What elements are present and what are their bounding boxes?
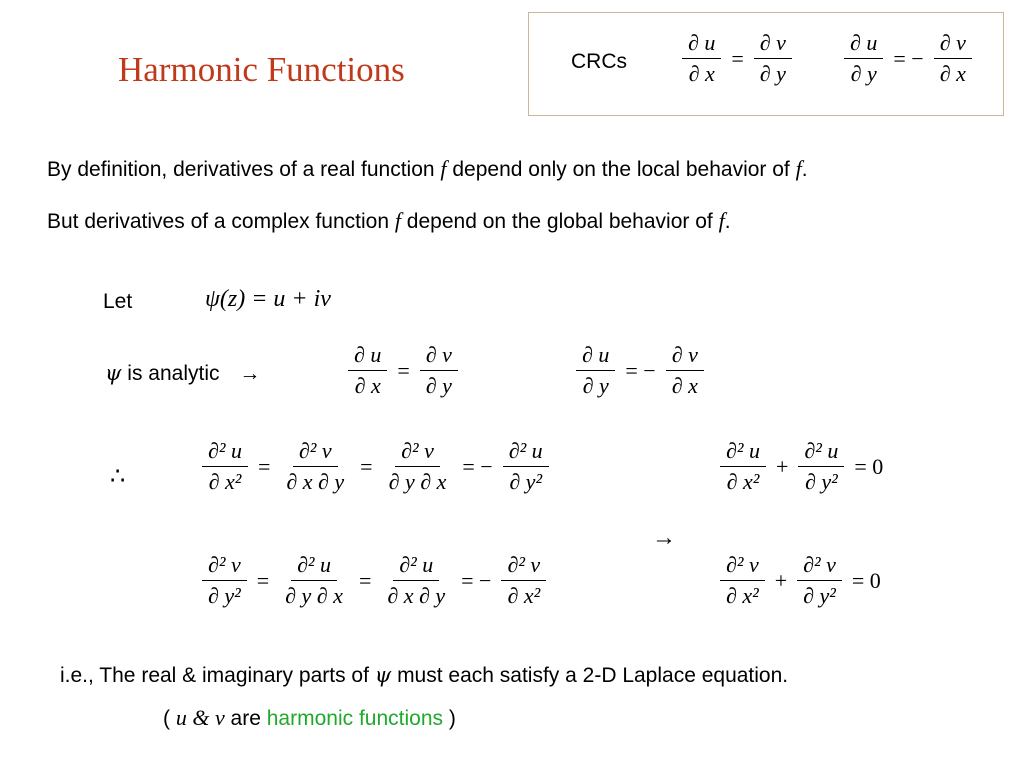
crc-label: CRCs: [571, 50, 627, 73]
laplace-v: $\frac{\text{∂² v}}{\text{∂ x²}}$ + $\frac{\text{∂² v}}{\text{∂ y²}}$ = 0: [716, 550, 887, 611]
second-deriv-row-1: $\frac{\text{∂² u}}{\text{∂ x²}}$ = $\frac{\text{∂² v}}{\partial x \partial y}$ = $\frac{\text{∂² v}}{\partial y \partial x}$ = − $\frac{\text{∂² u}}{\text{∂ y²}}$: [198, 436, 553, 497]
analytic-line: ψ is analytic →: [105, 361, 261, 385]
laplace-u: $\frac{\text{∂² u}}{\text{∂ x²}}$ + $\frac{\text{∂² u}}{\text{∂ y²}}$ = 0: [716, 436, 889, 497]
definition-line: By definition, derivatives of a real function f depend only on the local behavior of f.: [47, 156, 808, 181]
conclusion-line: i.e., The real & imaginary parts of ψ must each satisfy a 2-D Laplace equation.: [60, 663, 789, 687]
second-deriv-row-2: $\frac{\text{∂² v}}{\text{∂ y²}}$ = $\frac{\text{∂² u}}{\partial y \partial x}$ = $\frac{\text{∂² u}}{\partial x \partial y}$ = − $\frac{\text{∂² v}}{\text{∂ x²}}$: [198, 550, 550, 611]
therefore-symbol: ∴: [110, 463, 126, 490]
harmonic-note: ( u & v are harmonic functions ): [163, 705, 456, 730]
crc-eq-2: $\frac{\partial u}{\partial y}$ = − $\frac{\partial v}{\partial x}$: [840, 28, 976, 89]
analytic-eq-1: $\frac{\partial u}{\partial x}$ = $\frac{\partial v}{\partial y}$: [344, 340, 462, 401]
crc-eq-1: $\frac{\partial u}{\partial x}$ = $\frac{\partial v}{\partial y}$: [678, 28, 796, 89]
let-label: Let: [103, 290, 133, 313]
implies-arrow: →: [652, 524, 676, 551]
global-behavior-line: But derivatives of a complex function f depend on the global behavior of f.: [47, 208, 731, 233]
slide-title: Harmonic Functions: [118, 50, 405, 89]
analytic-eq-2: $\frac{\partial u}{\partial y}$ = − $\frac{\partial v}{\partial x}$: [572, 340, 708, 401]
let-equation: ψ(z) = u + iv: [205, 286, 331, 312]
harmonic-functions-highlight: harmonic functions: [266, 707, 444, 730]
